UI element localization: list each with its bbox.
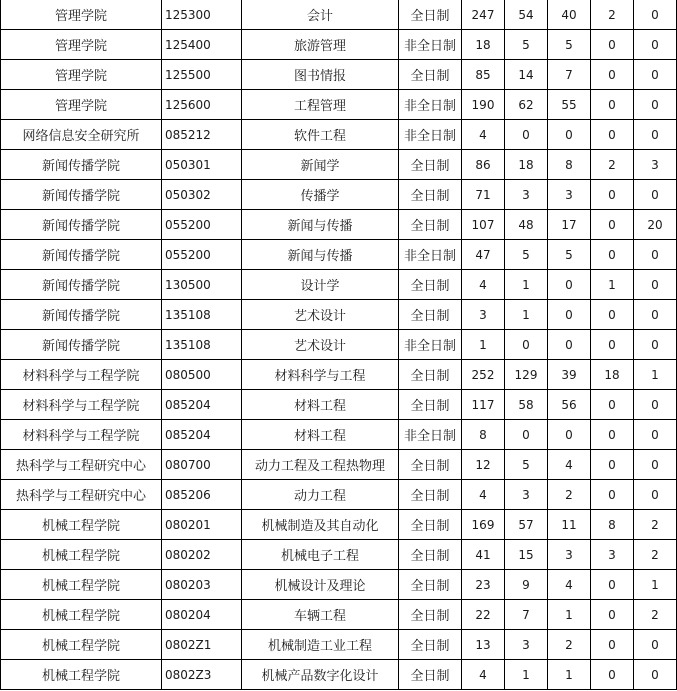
count-cell: 0 xyxy=(548,330,591,360)
count-cell: 4 xyxy=(462,120,505,150)
study-mode-cell: 全日制 xyxy=(399,0,462,30)
count-cell: 0 xyxy=(591,300,634,330)
major-name-cell: 会计 xyxy=(242,0,399,30)
count-cell: 18 xyxy=(505,150,548,180)
table-row xyxy=(1,450,677,480)
count-cell: 247 xyxy=(462,0,505,30)
major-code-cell: 050301 xyxy=(162,150,242,180)
study-mode-cell: 全日制 xyxy=(399,630,462,660)
study-mode-cell: 全日制 xyxy=(399,60,462,90)
count-cell: 5 xyxy=(548,30,591,60)
count-cell: 0 xyxy=(634,240,677,270)
count-cell: 3 xyxy=(505,180,548,210)
count-cell: 71 xyxy=(462,180,505,210)
count-cell: 85 xyxy=(462,60,505,90)
major-name-cell: 艺术设计 xyxy=(242,330,399,360)
major-code-cell: 125400 xyxy=(162,30,242,60)
count-cell: 4 xyxy=(462,480,505,510)
count-cell: 57 xyxy=(505,510,548,540)
table-row xyxy=(1,600,677,630)
table-row xyxy=(1,480,677,510)
count-cell: 56 xyxy=(548,390,591,420)
major-code-cell: 135108 xyxy=(162,330,242,360)
study-mode-cell: 非全日制 xyxy=(399,420,462,450)
college-cell: 机械工程学院 xyxy=(1,600,162,630)
table-row xyxy=(1,90,677,120)
count-cell: 55 xyxy=(548,90,591,120)
major-name-cell: 材料工程 xyxy=(242,390,399,420)
count-cell: 1 xyxy=(505,660,548,690)
college-cell: 管理学院 xyxy=(1,30,162,60)
count-cell: 7 xyxy=(548,60,591,90)
college-cell: 机械工程学院 xyxy=(1,570,162,600)
count-cell: 47 xyxy=(462,240,505,270)
count-cell: 252 xyxy=(462,360,505,390)
count-cell: 8 xyxy=(548,150,591,180)
count-cell: 8 xyxy=(462,420,505,450)
major-name-cell: 车辆工程 xyxy=(242,600,399,630)
major-code-cell: 125600 xyxy=(162,90,242,120)
table-row xyxy=(1,270,677,300)
count-cell: 40 xyxy=(548,0,591,30)
count-cell: 4 xyxy=(462,270,505,300)
count-cell: 169 xyxy=(462,510,505,540)
count-cell: 0 xyxy=(591,450,634,480)
count-cell: 0 xyxy=(548,120,591,150)
major-code-cell: 080201 xyxy=(162,510,242,540)
count-cell: 129 xyxy=(505,360,548,390)
count-cell: 107 xyxy=(462,210,505,240)
major-code-cell: 080203 xyxy=(162,570,242,600)
study-mode-cell: 全日制 xyxy=(399,510,462,540)
major-code-cell: 085204 xyxy=(162,390,242,420)
study-mode-cell: 全日制 xyxy=(399,570,462,600)
count-cell: 5 xyxy=(505,240,548,270)
table-row xyxy=(1,630,677,660)
count-cell: 5 xyxy=(505,30,548,60)
count-cell: 2 xyxy=(591,150,634,180)
study-mode-cell: 全日制 xyxy=(399,210,462,240)
count-cell: 9 xyxy=(505,570,548,600)
count-cell: 4 xyxy=(548,450,591,480)
table-row xyxy=(1,540,677,570)
count-cell: 1 xyxy=(548,660,591,690)
count-cell: 8 xyxy=(591,510,634,540)
study-mode-cell: 非全日制 xyxy=(399,90,462,120)
count-cell: 14 xyxy=(505,60,548,90)
study-mode-cell: 全日制 xyxy=(399,540,462,570)
study-mode-cell: 全日制 xyxy=(399,180,462,210)
count-cell: 0 xyxy=(548,300,591,330)
count-cell: 17 xyxy=(548,210,591,240)
count-cell: 0 xyxy=(634,60,677,90)
college-cell: 网络信息安全研究所 xyxy=(1,120,162,150)
count-cell: 1 xyxy=(548,600,591,630)
study-mode-cell: 全日制 xyxy=(399,600,462,630)
count-cell: 0 xyxy=(634,90,677,120)
count-cell: 0 xyxy=(591,660,634,690)
count-cell: 15 xyxy=(505,540,548,570)
count-cell: 18 xyxy=(591,360,634,390)
count-cell: 1 xyxy=(505,300,548,330)
count-cell: 2 xyxy=(591,0,634,30)
count-cell: 3 xyxy=(548,180,591,210)
count-cell: 54 xyxy=(505,0,548,30)
count-cell: 3 xyxy=(634,150,677,180)
count-cell: 0 xyxy=(505,120,548,150)
count-cell: 0 xyxy=(591,630,634,660)
study-mode-cell: 全日制 xyxy=(399,150,462,180)
major-name-cell: 传播学 xyxy=(242,180,399,210)
count-cell: 20 xyxy=(634,210,677,240)
major-name-cell: 新闻与传播 xyxy=(242,240,399,270)
major-name-cell: 动力工程 xyxy=(242,480,399,510)
major-name-cell: 新闻与传播 xyxy=(242,210,399,240)
count-cell: 5 xyxy=(505,450,548,480)
college-cell: 热科学与工程研究中心 xyxy=(1,450,162,480)
count-cell: 0 xyxy=(591,570,634,600)
count-cell: 0 xyxy=(634,180,677,210)
major-name-cell: 材料科学与工程 xyxy=(242,360,399,390)
count-cell: 4 xyxy=(548,570,591,600)
study-mode-cell: 非全日制 xyxy=(399,240,462,270)
count-cell: 4 xyxy=(462,660,505,690)
college-cell: 材料科学与工程学院 xyxy=(1,390,162,420)
college-cell: 新闻传播学院 xyxy=(1,330,162,360)
study-mode-cell: 全日制 xyxy=(399,450,462,480)
college-cell: 机械工程学院 xyxy=(1,660,162,690)
count-cell: 2 xyxy=(548,480,591,510)
major-name-cell: 机械制造工业工程 xyxy=(242,630,399,660)
major-code-cell: 085212 xyxy=(162,120,242,150)
count-cell: 0 xyxy=(591,420,634,450)
major-name-cell: 机械产品数字化设计 xyxy=(242,660,399,690)
major-name-cell: 动力工程及工程热物理 xyxy=(242,450,399,480)
count-cell: 7 xyxy=(505,600,548,630)
count-cell: 3 xyxy=(505,630,548,660)
major-code-cell: 135108 xyxy=(162,300,242,330)
count-cell: 190 xyxy=(462,90,505,120)
count-cell: 1 xyxy=(634,360,677,390)
count-cell: 5 xyxy=(548,240,591,270)
count-cell: 0 xyxy=(634,450,677,480)
study-mode-cell: 全日制 xyxy=(399,360,462,390)
college-cell: 新闻传播学院 xyxy=(1,300,162,330)
study-mode-cell: 全日制 xyxy=(399,480,462,510)
major-code-cell: 080500 xyxy=(162,360,242,390)
count-cell: 1 xyxy=(634,570,677,600)
college-cell: 热科学与工程研究中心 xyxy=(1,480,162,510)
college-cell: 机械工程学院 xyxy=(1,510,162,540)
table-row xyxy=(1,420,677,450)
college-cell: 管理学院 xyxy=(1,90,162,120)
count-cell: 0 xyxy=(634,0,677,30)
count-cell: 0 xyxy=(634,420,677,450)
college-cell: 管理学院 xyxy=(1,0,162,30)
count-cell: 0 xyxy=(591,180,634,210)
count-cell: 2 xyxy=(634,540,677,570)
college-cell: 新闻传播学院 xyxy=(1,240,162,270)
count-cell: 12 xyxy=(462,450,505,480)
major-code-cell: 130500 xyxy=(162,270,242,300)
major-code-cell: 050302 xyxy=(162,180,242,210)
count-cell: 0 xyxy=(634,330,677,360)
major-code-cell: 0802Z1 xyxy=(162,630,242,660)
study-mode-cell: 全日制 xyxy=(399,390,462,420)
major-code-cell: 0802Z3 xyxy=(162,660,242,690)
major-code-cell: 080204 xyxy=(162,600,242,630)
study-mode-cell: 全日制 xyxy=(399,660,462,690)
study-mode-cell: 全日制 xyxy=(399,300,462,330)
major-code-cell: 080202 xyxy=(162,540,242,570)
study-mode-cell: 非全日制 xyxy=(399,30,462,60)
major-name-cell: 机械电子工程 xyxy=(242,540,399,570)
count-cell: 0 xyxy=(591,120,634,150)
table-row xyxy=(1,390,677,420)
count-cell: 0 xyxy=(634,390,677,420)
major-code-cell: 080700 xyxy=(162,450,242,480)
table-row xyxy=(1,120,677,150)
count-cell: 0 xyxy=(591,600,634,630)
count-cell: 11 xyxy=(548,510,591,540)
college-cell: 管理学院 xyxy=(1,60,162,90)
college-cell: 新闻传播学院 xyxy=(1,180,162,210)
table-row xyxy=(1,510,677,540)
major-code-cell: 055200 xyxy=(162,240,242,270)
major-name-cell: 新闻学 xyxy=(242,150,399,180)
count-cell: 0 xyxy=(634,630,677,660)
count-cell: 0 xyxy=(634,30,677,60)
major-name-cell: 设计学 xyxy=(242,270,399,300)
count-cell: 0 xyxy=(634,120,677,150)
count-cell: 22 xyxy=(462,600,505,630)
study-mode-cell: 非全日制 xyxy=(399,330,462,360)
count-cell: 1 xyxy=(591,270,634,300)
count-cell: 0 xyxy=(591,480,634,510)
table-row xyxy=(1,330,677,360)
count-cell: 0 xyxy=(591,390,634,420)
major-code-cell: 055200 xyxy=(162,210,242,240)
count-cell: 39 xyxy=(548,360,591,390)
table-row xyxy=(1,240,677,270)
count-cell: 41 xyxy=(462,540,505,570)
count-cell: 0 xyxy=(634,660,677,690)
table-row xyxy=(1,210,677,240)
major-code-cell: 085206 xyxy=(162,480,242,510)
table-row xyxy=(1,0,677,30)
major-name-cell: 材料工程 xyxy=(242,420,399,450)
count-cell: 3 xyxy=(505,480,548,510)
count-cell: 1 xyxy=(462,330,505,360)
count-cell: 0 xyxy=(591,330,634,360)
major-code-cell: 085204 xyxy=(162,420,242,450)
study-mode-cell: 全日制 xyxy=(399,270,462,300)
count-cell: 0 xyxy=(591,240,634,270)
count-cell: 0 xyxy=(591,60,634,90)
college-cell: 材料科学与工程学院 xyxy=(1,360,162,390)
count-cell: 117 xyxy=(462,390,505,420)
table-row xyxy=(1,180,677,210)
count-cell: 3 xyxy=(548,540,591,570)
count-cell: 13 xyxy=(462,630,505,660)
table-row xyxy=(1,570,677,600)
count-cell: 0 xyxy=(548,420,591,450)
major-name-cell: 软件工程 xyxy=(242,120,399,150)
study-mode-cell: 非全日制 xyxy=(399,120,462,150)
count-cell: 1 xyxy=(505,270,548,300)
count-cell: 0 xyxy=(505,420,548,450)
college-cell: 材料科学与工程学院 xyxy=(1,420,162,450)
table-body xyxy=(1,0,677,690)
college-cell: 新闻传播学院 xyxy=(1,270,162,300)
college-cell: 新闻传播学院 xyxy=(1,210,162,240)
college-cell: 机械工程学院 xyxy=(1,630,162,660)
count-cell: 62 xyxy=(505,90,548,120)
major-name-cell: 机械设计及理论 xyxy=(242,570,399,600)
count-cell: 23 xyxy=(462,570,505,600)
major-name-cell: 旅游管理 xyxy=(242,30,399,60)
table-row xyxy=(1,360,677,390)
table-row xyxy=(1,300,677,330)
count-cell: 0 xyxy=(505,330,548,360)
count-cell: 2 xyxy=(634,600,677,630)
count-cell: 86 xyxy=(462,150,505,180)
college-cell: 机械工程学院 xyxy=(1,540,162,570)
count-cell: 0 xyxy=(591,210,634,240)
major-name-cell: 艺术设计 xyxy=(242,300,399,330)
count-cell: 18 xyxy=(462,30,505,60)
count-cell: 0 xyxy=(634,480,677,510)
count-cell: 0 xyxy=(591,90,634,120)
count-cell: 2 xyxy=(548,630,591,660)
table-row xyxy=(1,660,677,690)
college-cell: 新闻传播学院 xyxy=(1,150,162,180)
major-name-cell: 工程管理 xyxy=(242,90,399,120)
count-cell: 0 xyxy=(634,300,677,330)
count-cell: 0 xyxy=(634,270,677,300)
count-cell: 3 xyxy=(462,300,505,330)
major-name-cell: 图书情报 xyxy=(242,60,399,90)
table-row xyxy=(1,30,677,60)
count-cell: 3 xyxy=(591,540,634,570)
table-row xyxy=(1,150,677,180)
count-cell: 0 xyxy=(591,30,634,60)
table-row xyxy=(1,60,677,90)
count-cell: 48 xyxy=(505,210,548,240)
major-code-cell: 125500 xyxy=(162,60,242,90)
major-name-cell: 机械制造及其自动化 xyxy=(242,510,399,540)
count-cell: 2 xyxy=(634,510,677,540)
count-cell: 58 xyxy=(505,390,548,420)
count-cell: 0 xyxy=(548,270,591,300)
major-code-cell: 125300 xyxy=(162,0,242,30)
